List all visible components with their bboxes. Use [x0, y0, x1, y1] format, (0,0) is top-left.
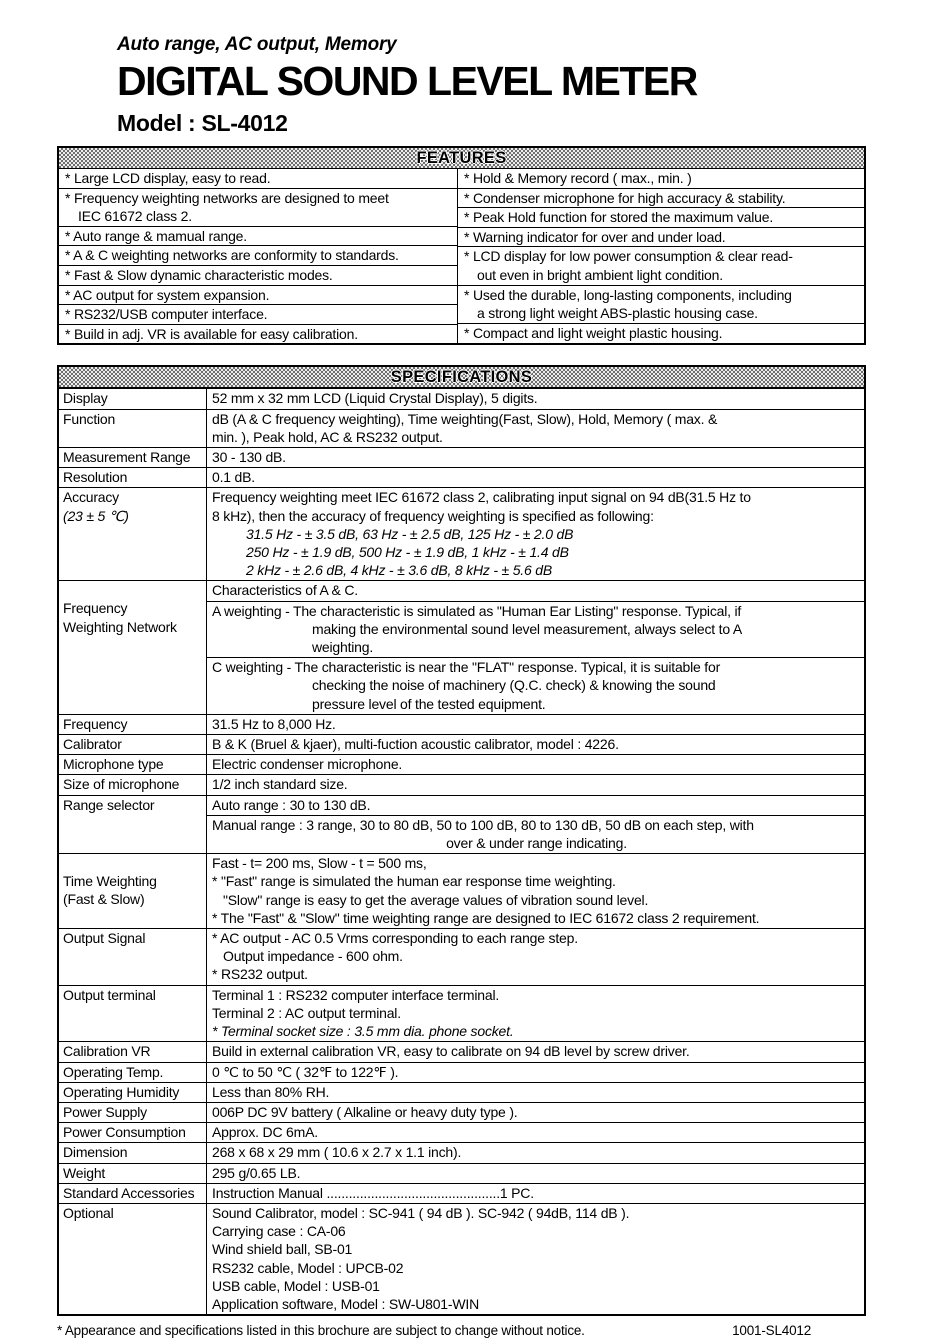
feature-item: * Build in adj. VR is available for easy calibration.	[59, 324, 457, 344]
spec-row-standard-accessories	[59, 1183, 864, 1203]
spec-value: 295 g/0.65 LB.	[212, 1164, 301, 1181]
spec-value: Manual range : 3 range, 30 to 80 dB, 50 to 100 dB, 80 to 130 dB, 50 dB on each step, with	[212, 816, 754, 833]
spec-subcell	[207, 657, 864, 714]
spec-row-calibration-vr	[59, 1041, 864, 1061]
spec-value: making the environmental sound level measurement, always select to A	[312, 620, 742, 637]
spec-label: Resolution	[63, 469, 128, 486]
spec-value: RS232 cable, Model : UPCB-02	[212, 1259, 404, 1276]
tagline: Auto range, AC output, Memory	[117, 34, 397, 55]
document-header	[0, 0, 925, 137]
spec-value: 250 Hz - ± 1.9 dB, 500 Hz - ± 1.9 dB, 1 kHz - ± 1.4 dB	[246, 544, 569, 561]
spec-value: Instruction Manual ...............................................1 PC.	[212, 1184, 534, 1201]
spec-row-resolution	[59, 467, 864, 487]
spec-value: 52 mm x 32 mm LCD (Liquid Crystal Display), 5 digits.	[212, 390, 538, 407]
spec-value: over & under range indicating.	[446, 835, 627, 852]
features-column-left	[59, 169, 457, 343]
spec-value: Build in external calibration VR, easy to calibrate on 94 dB level by screw driver.	[212, 1043, 690, 1060]
specifications-table	[57, 365, 866, 1316]
feature-item: * A & C weighting networks are conformity to standards.	[59, 245, 457, 265]
spec-value: C weighting - The characteristic is near the "FLAT" response. Typical, it is suitable for	[212, 659, 721, 676]
spec-row-range-selector	[59, 795, 864, 854]
spec-row-power-supply	[59, 1102, 864, 1122]
specifications-heading: SPECIFICATIONS	[59, 367, 864, 388]
spec-value: Approx. DC 6mA.	[212, 1124, 318, 1141]
spec-label: Power Consumption	[63, 1124, 186, 1141]
feature-item: * Large LCD display, easy to read.	[65, 170, 271, 187]
spec-row-microphone-type	[59, 754, 864, 774]
spec-value: 268 x 68 x 29 mm ( 10.6 x 2.7 x 1.1 inch).	[212, 1144, 462, 1161]
spec-value: Terminal 2 : AC output terminal.	[212, 1004, 401, 1021]
spec-row-weight	[59, 1163, 864, 1183]
spec-row-output-terminal	[59, 985, 864, 1042]
features-heading: FEATURES	[59, 148, 864, 169]
footer-code: 1001-SL4012	[732, 1323, 811, 1338]
spec-value: * AC output - AC 0.5 Vrms corresponding to each range step.	[212, 930, 578, 947]
feature-item: * RS232/USB computer interface.	[59, 304, 457, 324]
spec-subcell	[207, 601, 864, 658]
footer-note: * Appearance and specifications listed in this brochure are subject to change without notice.	[57, 1323, 585, 1338]
spec-row-power-consumption	[59, 1122, 864, 1142]
spec-value: Less than 80% RH.	[212, 1083, 330, 1100]
spec-label: Operating Temp.	[63, 1063, 164, 1080]
spec-value: Electric condenser microphone.	[212, 756, 403, 773]
spec-value: pressure level of the tested equipment.	[312, 695, 546, 712]
spec-label: Range selector	[63, 796, 155, 813]
spec-value: * The "Fast" & "Slow" time weighting range are designed to IEC 61672 class 2 requirement.	[212, 909, 760, 926]
spec-label: Accuracy	[63, 489, 119, 506]
spec-value: Fast - t= 200 ms, Slow - t = 500 ms,	[212, 855, 427, 872]
spec-subcell	[207, 581, 864, 600]
spec-label: Time Weighting	[63, 873, 157, 890]
spec-value: 2 kHz - ± 2.6 dB, 4 kHz - ± 3.6 dB, 8 kHz - ± 5.6 dB	[246, 562, 552, 579]
spec-value: Carrying case : CA-06	[212, 1223, 346, 1240]
spec-subcell	[207, 815, 864, 853]
spec-value: Wind shield ball, SB-01	[212, 1241, 353, 1258]
spec-label: Display	[63, 390, 108, 407]
spec-label: Weight	[63, 1164, 106, 1181]
spec-value: 006P DC 9V battery ( Alkaline or heavy duty type ).	[212, 1103, 518, 1120]
feature-item: * AC output for system expansion.	[59, 285, 457, 305]
features-columns	[59, 169, 864, 343]
spec-value: min. ), Peak hold, AC & RS232 output.	[212, 428, 443, 445]
spec-value: weighting.	[312, 639, 374, 656]
spec-value: * Terminal socket size : 3.5 mm dia. phone socket.	[212, 1023, 514, 1040]
spec-label: Function	[63, 410, 116, 427]
spec-row-calibrator	[59, 734, 864, 754]
spec-value: Auto range : 30 to 130 dB.	[212, 796, 371, 813]
spec-row-frequency-weighting-network	[59, 580, 864, 713]
spec-value: Application software, Model : SW-U801-WIN	[212, 1295, 479, 1312]
spec-row-display	[59, 388, 864, 408]
spec-value: Terminal 1 : RS232 computer interface terminal.	[212, 986, 500, 1003]
spec-row-output-signal	[59, 928, 864, 985]
feature-item: * Peak Hold function for stored the maximum value.	[458, 207, 864, 227]
spec-value: Characteristics of A & C.	[212, 582, 358, 599]
spec-value: 0 ℃ to 50 ℃ ( 32℉ to 122℉ ).	[212, 1063, 399, 1080]
document-footer	[57, 1323, 868, 1338]
spec-label: Weighting Network	[63, 618, 177, 635]
spec-subcell	[207, 796, 864, 815]
feature-item: * Warning indicator for over and under load.	[458, 227, 864, 247]
spec-row-operating-humidity	[59, 1082, 864, 1102]
spec-row-function	[59, 409, 864, 447]
spec-label: Operating Humidity	[63, 1083, 180, 1100]
feature-item: * Compact and light weight plastic housing.	[458, 323, 864, 344]
spec-value: * RS232 output.	[212, 966, 308, 983]
spec-row-frequency	[59, 714, 864, 734]
spec-label: Calibrator	[63, 736, 122, 753]
spec-value: "Slow" range is easy to get the average values of vibration sound level.	[223, 891, 649, 908]
feature-item: * LCD display for low power consumption & clear read- out even in bright ambient light condition.	[458, 246, 864, 284]
features-table	[57, 146, 866, 345]
spec-value: Frequency weighting meet IEC 61672 class 2, calibrating input signal on 94 dB(31.5 Hz to	[212, 489, 751, 506]
spec-value: Sound Calibrator, model : SC-941 ( 94 dB ). SC-942 ( 94dB, 114 dB ).	[212, 1204, 630, 1221]
page-title: DIGITAL SOUND LEVEL METER	[117, 58, 697, 104]
spec-value: 31.5 Hz - ± 3.5 dB, 63 Hz - ± 2.5 dB, 125 Hz - ± 2.0 dB	[246, 525, 574, 542]
feature-item: * Fast & Slow dynamic characteristic modes.	[59, 265, 457, 285]
spec-value: 31.5 Hz to 8,000 Hz.	[212, 715, 336, 732]
spec-value: checking the noise of machinery (Q.C. check) & knowing the sound	[312, 677, 716, 694]
feature-item: * Condenser microphone for high accuracy & stability.	[458, 188, 864, 208]
spec-row-dimension	[59, 1142, 864, 1162]
spec-label: Frequency	[63, 600, 128, 617]
spec-value: 8 kHz), then the accuracy of frequency weighting is specified as following:	[212, 507, 654, 524]
spec-row-operating-temp	[59, 1062, 864, 1082]
spec-row-size-of-microphone	[59, 774, 864, 794]
features-column-right	[457, 169, 864, 343]
spec-value: * "Fast" range is simulated the human ear response time weighting.	[212, 873, 616, 890]
spec-value: USB cable, Model : USB-01	[212, 1277, 380, 1294]
spec-label: Frequency	[63, 715, 128, 732]
spec-value: 1/2 inch standard size.	[212, 776, 348, 793]
spec-row-optional	[59, 1203, 864, 1314]
spec-value: B & K (Bruel & kjaer), multi-fuction acoustic calibrator, model : 4226.	[212, 736, 619, 753]
spec-label-note: (23 ± 5 ℃)	[63, 507, 129, 524]
spec-label: Calibration VR	[63, 1043, 151, 1060]
spec-value: A weighting - The characteristic is simulated as "Human Ear Listing" response. Typical, if	[212, 602, 742, 619]
spec-value: Output impedance - 600 ohm.	[223, 948, 403, 965]
spec-label: Microphone type	[63, 756, 164, 773]
feature-item: * Hold & Memory record ( max., min. )	[464, 170, 692, 187]
spec-label: Measurement Range	[63, 449, 191, 465]
spec-row-measurement-range	[59, 447, 864, 467]
feature-item: * Frequency weighting networks are designed to meet IEC 61672 class 2.	[59, 188, 457, 226]
spec-label: Size of microphone	[63, 776, 180, 793]
spec-value: dB (A & C frequency weighting), Time weighting(Fast, Slow), Hold, Memory ( max. &	[212, 410, 718, 427]
feature-item: * Used the durable, long-lasting components, including a strong light weight ABS-plastic housing case.	[458, 285, 864, 323]
spec-label: Optional	[63, 1204, 114, 1221]
spec-value: 30 - 130 dB.	[212, 449, 286, 465]
spec-label: Standard Accessories	[63, 1184, 195, 1201]
spec-row-time-weighting	[59, 853, 864, 928]
feature-item: * Auto range & mamual range.	[59, 226, 457, 246]
spec-label: Dimension	[63, 1144, 128, 1161]
spec-label: (Fast & Slow)	[63, 891, 145, 908]
spec-label: Output terminal	[63, 986, 156, 1003]
spec-label: Power Supply	[63, 1103, 147, 1120]
spec-value: 0.1 dB.	[212, 469, 255, 486]
model-number: Model : SL-4012	[117, 110, 288, 137]
spec-label: Output Signal	[63, 930, 146, 947]
spec-row-accuracy	[59, 487, 864, 580]
